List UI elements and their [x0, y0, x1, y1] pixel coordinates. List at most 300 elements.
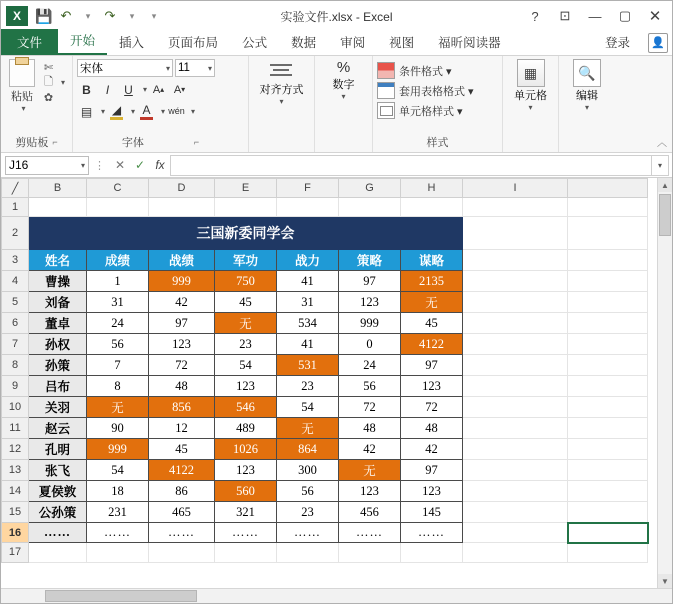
table-col-record[interactable]: 战绩: [149, 250, 215, 271]
col-header-C[interactable]: C: [87, 179, 149, 198]
cell[interactable]: [29, 198, 87, 217]
table-row: [2, 355, 648, 376]
tab-foxit-reader[interactable]: 福昕阅读器: [438, 36, 501, 50]
cell-value[interactable]: 24: [87, 313, 149, 334]
font-caption: 字体: [121, 137, 144, 149]
account-avatar[interactable]: 👤: [648, 33, 668, 53]
paste-icon: [9, 59, 35, 87]
cell[interactable]: [463, 292, 568, 313]
cell-value[interactable]: 42: [401, 439, 463, 460]
cell-name[interactable]: 孙权: [29, 334, 87, 355]
cell-value[interactable]: 无: [401, 292, 463, 313]
cell-name[interactable]: 曹操: [29, 271, 87, 292]
cell-value[interactable]: 97: [149, 313, 215, 334]
tab-home[interactable]: 开始: [58, 28, 107, 55]
redo-dropdown-icon[interactable]: ▾: [129, 10, 135, 21]
format-as-table-label: 套用表格格式 ▾: [399, 85, 474, 98]
styles-caption: 样式: [426, 137, 449, 149]
format-as-table-button[interactable]: [377, 82, 474, 99]
cell[interactable]: [463, 397, 568, 418]
table-row: [2, 376, 648, 397]
number-caret-icon[interactable]: ▾: [341, 92, 346, 101]
conditional-formatting-button[interactable]: [377, 62, 452, 79]
cell-value[interactable]: ……: [215, 523, 277, 543]
cell[interactable]: [568, 481, 648, 502]
font-size-combobox[interactable]: [175, 59, 215, 77]
editing-caret-icon[interactable]: ▾: [584, 103, 589, 112]
cell-value[interactable]: 531: [277, 355, 339, 376]
table-col-name[interactable]: 姓名: [29, 250, 87, 271]
cell-value[interactable]: 97: [339, 271, 401, 292]
cell-value[interactable]: 24: [339, 355, 401, 376]
bold-button[interactable]: B: [82, 82, 91, 97]
cell-value[interactable]: ……: [339, 523, 401, 543]
ribbon: [1, 55, 672, 153]
cell[interactable]: [463, 198, 568, 217]
cell-value[interactable]: 123: [215, 376, 277, 397]
cell-value[interactable]: 54: [215, 355, 277, 376]
table-col-strategy[interactable]: 谋略: [401, 250, 463, 271]
font-size-caret-icon[interactable]: ▾: [207, 63, 212, 73]
table-row: [2, 198, 648, 217]
close-button[interactable]: ✕: [648, 8, 662, 25]
copy-button[interactable]: [41, 75, 65, 89]
cell[interactable]: [568, 355, 648, 376]
table-col-tactics[interactable]: 策略: [339, 250, 401, 271]
cell-name[interactable]: 张飞: [29, 460, 87, 481]
cell-name[interactable]: ……: [29, 523, 87, 543]
cell-value[interactable]: 41: [277, 271, 339, 292]
cell[interactable]: [277, 198, 339, 217]
tab-view[interactable]: 视图: [389, 36, 415, 50]
cell-value[interactable]: 123: [401, 376, 463, 397]
redo-icon[interactable]: ↷: [104, 8, 116, 23]
cell-value[interactable]: 56: [87, 334, 149, 355]
cell[interactable]: [568, 271, 648, 292]
minimize-button[interactable]: —: [588, 8, 602, 24]
copy-dropdown-icon[interactable]: ▾: [61, 77, 66, 87]
table-col-merit[interactable]: 军功: [215, 250, 277, 271]
cell[interactable]: [149, 543, 215, 563]
formula-bar-separator: ⋮: [94, 159, 105, 172]
expand-formula-bar-icon[interactable]: ▾: [651, 155, 669, 176]
cell-name[interactable]: 公孙策: [29, 502, 87, 523]
col-header-E[interactable]: E: [215, 179, 277, 198]
conditional-formatting-label: 条件格式 ▾: [399, 65, 452, 78]
tab-file[interactable]: 文件: [1, 29, 58, 55]
cell[interactable]: [463, 250, 568, 271]
cell[interactable]: [568, 217, 648, 250]
active-cell-J16[interactable]: [568, 523, 648, 543]
font-dialog-launcher-icon[interactable]: ⌐: [193, 137, 200, 147]
horizontal-scrollbar[interactable]: [1, 588, 672, 603]
underline-caret-icon[interactable]: ▾: [143, 85, 148, 94]
cell[interactable]: [568, 439, 648, 460]
cell[interactable]: [215, 543, 277, 563]
cell[interactable]: [463, 355, 568, 376]
group-styles: [373, 56, 503, 152]
cell[interactable]: [463, 418, 568, 439]
table-row: [2, 292, 648, 313]
cell-value[interactable]: 123: [215, 460, 277, 481]
window-title: 实验文件.xlsx - Excel: [280, 9, 393, 24]
alignment-gallery[interactable]: [260, 59, 304, 106]
cell-value[interactable]: ……: [277, 523, 339, 543]
cell-value[interactable]: 90: [87, 418, 149, 439]
cell-value[interactable]: 31: [277, 292, 339, 313]
cell[interactable]: [463, 523, 568, 543]
name-box-caret-icon[interactable]: ▾: [80, 160, 85, 170]
row-header-15[interactable]: 15: [2, 502, 29, 523]
sign-in-link[interactable]: 登录: [604, 36, 630, 50]
cell-name[interactable]: 孙策: [29, 355, 87, 376]
cell[interactable]: [277, 543, 339, 563]
cell-value[interactable]: 72: [401, 397, 463, 418]
conditional-formatting-icon: [377, 62, 395, 79]
table-row: [2, 334, 648, 355]
cell-value[interactable]: 534: [277, 313, 339, 334]
row-header-3[interactable]: 3: [2, 250, 29, 271]
table-row: [2, 418, 648, 439]
select-all-corner[interactable]: ╱: [2, 179, 29, 198]
title-banner[interactable]: 三国新委同学会: [29, 217, 463, 250]
col-header-F[interactable]: F: [277, 179, 339, 198]
cell-value[interactable]: 145: [401, 502, 463, 523]
undo-dropdown-icon[interactable]: ▾: [85, 10, 91, 21]
cell-value[interactable]: 12: [149, 418, 215, 439]
vertical-scrollbar[interactable]: [657, 178, 672, 588]
col-header-H[interactable]: H: [401, 179, 463, 198]
alignment-caret-icon[interactable]: ▾: [279, 97, 284, 106]
cell-value[interactable]: 18: [87, 481, 149, 502]
row-header-8[interactable]: 8: [2, 355, 29, 376]
cell-value[interactable]: 23: [277, 502, 339, 523]
tab-formulas[interactable]: 公式: [242, 36, 268, 50]
cell-value[interactable]: 31: [87, 292, 149, 313]
table-col-power[interactable]: 战力: [277, 250, 339, 271]
tab-insert[interactable]: 插入: [119, 36, 145, 50]
cell-value[interactable]: 864: [277, 439, 339, 460]
cell-value[interactable]: 123: [339, 481, 401, 502]
cell-value[interactable]: 856: [149, 397, 215, 418]
cell-value[interactable]: 45: [401, 313, 463, 334]
cell-value[interactable]: ……: [401, 523, 463, 543]
cell-value[interactable]: 489: [215, 418, 277, 439]
col-header-D[interactable]: D: [149, 179, 215, 198]
format-as-table-icon: [377, 82, 395, 99]
scissors-icon: ✄: [43, 61, 54, 74]
cell[interactable]: [568, 198, 648, 217]
cell-value[interactable]: 999: [149, 271, 215, 292]
cells-label: 单元格: [514, 90, 547, 102]
cell[interactable]: [463, 502, 568, 523]
cell[interactable]: [463, 439, 568, 460]
cell-value[interactable]: 546: [215, 397, 277, 418]
clipboard-dialog-launcher-icon[interactable]: ⌐: [52, 137, 58, 147]
cell[interactable]: [463, 460, 568, 481]
cell-name[interactable]: 关羽: [29, 397, 87, 418]
name-box-value: J16: [9, 158, 29, 172]
worksheet-area[interactable]: [1, 178, 672, 588]
table-row: [2, 502, 648, 523]
col-header-J[interactable]: [568, 179, 648, 198]
cell-value[interactable]: 45: [149, 439, 215, 460]
cell-value[interactable]: 86: [149, 481, 215, 502]
italic-button[interactable]: I: [105, 82, 110, 97]
fill-color-button[interactable]: [107, 102, 126, 121]
cell-styles-button[interactable]: [377, 102, 463, 119]
font-color-caret-icon[interactable]: ▾: [161, 107, 166, 116]
cell-value[interactable]: 4122: [401, 334, 463, 355]
cell[interactable]: [463, 376, 568, 397]
grow-font-label: A: [152, 83, 161, 96]
cell[interactable]: [568, 292, 648, 313]
shrink-font-label: A: [173, 83, 182, 96]
col-header-B[interactable]: B: [29, 179, 87, 198]
tab-review[interactable]: 审阅: [340, 36, 366, 50]
cell-value[interactable]: 42: [149, 292, 215, 313]
collapse-ribbon-button[interactable]: ︿: [657, 138, 667, 149]
cell[interactable]: [463, 271, 568, 292]
cell-value[interactable]: ……: [87, 523, 149, 543]
save-icon[interactable]: 💾: [35, 7, 53, 24]
cell-name[interactable]: 吕布: [29, 376, 87, 397]
table-row: [2, 543, 648, 563]
cell-value[interactable]: 48: [149, 376, 215, 397]
account-area: [593, 30, 672, 55]
editing-gallery[interactable]: [573, 59, 601, 112]
cell-value[interactable]: 300: [277, 460, 339, 481]
group-cells: [503, 56, 559, 152]
phonetic-guide-button[interactable]: [167, 102, 186, 121]
align-lines-icon: [270, 59, 294, 81]
table-row: [2, 439, 648, 460]
number-format-gallery[interactable]: [333, 59, 355, 101]
cell-value[interactable]: 无: [339, 460, 401, 481]
row-header-13[interactable]: 13: [2, 460, 29, 481]
formula-input[interactable]: [170, 155, 651, 176]
cell-name[interactable]: 孔明: [29, 439, 87, 460]
font-color-swatch: [140, 117, 153, 120]
cell-value[interactable]: 321: [215, 502, 277, 523]
cell[interactable]: [463, 481, 568, 502]
cell[interactable]: [463, 313, 568, 334]
cell[interactable]: [29, 543, 87, 563]
binoculars-icon: 🔍: [573, 59, 601, 87]
col-header-I[interactable]: I: [463, 179, 568, 198]
group-font: [73, 56, 249, 152]
enter-formula-icon[interactable]: ✓: [134, 158, 146, 172]
name-box[interactable]: [5, 156, 89, 175]
cell-value[interactable]: 999: [339, 313, 401, 334]
row-header-7[interactable]: 7: [2, 334, 29, 355]
row-header-16[interactable]: 16: [2, 523, 29, 543]
window-controls: [520, 3, 672, 29]
cell-value[interactable]: 42: [339, 439, 401, 460]
cell-value[interactable]: 1026: [215, 439, 277, 460]
cell[interactable]: [568, 313, 648, 334]
paste-button[interactable]: [5, 59, 39, 113]
cell-value[interactable]: 123: [339, 292, 401, 313]
cell[interactable]: [339, 198, 401, 217]
cell-value[interactable]: 72: [149, 355, 215, 376]
cell-name[interactable]: 董卓: [29, 313, 87, 334]
number-label: 数字: [332, 79, 355, 91]
insert-function-icon[interactable]: fx: [155, 158, 165, 172]
cell-value[interactable]: 72: [339, 397, 401, 418]
ribbon-tabs: [1, 31, 672, 55]
cell-value[interactable]: 23: [215, 334, 277, 355]
group-alignment: [249, 56, 315, 152]
maximize-button[interactable]: ▢: [618, 8, 632, 23]
fill-color-caret-icon[interactable]: ▾: [131, 107, 136, 116]
row-header-10[interactable]: 10: [2, 397, 29, 418]
cell-value[interactable]: 7: [87, 355, 149, 376]
row-header-4[interactable]: 4: [2, 271, 29, 292]
paste-dropdown-icon[interactable]: ▾: [21, 104, 26, 113]
cell-value[interactable]: 54: [87, 460, 149, 481]
cell-value[interactable]: 48: [401, 418, 463, 439]
cell-value[interactable]: 97: [401, 355, 463, 376]
cell[interactable]: [568, 418, 648, 439]
row-header-6[interactable]: 6: [2, 313, 29, 334]
font-color-button[interactable]: [137, 102, 156, 121]
borders-caret-icon[interactable]: ▾: [101, 107, 106, 116]
font-name-combobox[interactable]: [77, 59, 173, 77]
cells-caret-icon[interactable]: ▾: [528, 103, 533, 112]
row-header-11[interactable]: 11: [2, 418, 29, 439]
cell-styles-label: 单元格样式 ▾: [399, 105, 463, 118]
fill-color-swatch: [110, 117, 123, 120]
cell-value[interactable]: 560: [215, 481, 277, 502]
horizontal-scroll-thumb[interactable]: [45, 590, 197, 602]
cell-value[interactable]: 45: [215, 292, 277, 313]
cell-value[interactable]: 0: [339, 334, 401, 355]
cell-value[interactable]: 无: [215, 313, 277, 334]
tab-page-layout[interactable]: 页面布局: [168, 36, 219, 50]
cell[interactable]: [568, 250, 648, 271]
phonetic-caret-icon[interactable]: ▾: [191, 107, 196, 116]
scroll-up-icon[interactable]: ▲: [658, 178, 672, 192]
underline-button[interactable]: U: [124, 82, 133, 97]
cell-value[interactable]: 56: [277, 481, 339, 502]
grow-font-button[interactable]: A ▴: [152, 83, 165, 96]
table-row: [2, 313, 648, 334]
cell-name[interactable]: 刘备: [29, 292, 87, 313]
cell[interactable]: [568, 397, 648, 418]
borders-button[interactable]: ▤: [80, 104, 93, 119]
row-header-1[interactable]: 1: [2, 198, 29, 217]
table-row: [2, 460, 648, 481]
cell[interactable]: [568, 543, 648, 563]
undo-icon[interactable]: ↶: [60, 8, 72, 23]
editing-label: 编辑: [576, 90, 598, 102]
cell-value[interactable]: 48: [339, 418, 401, 439]
paste-label: 粘贴: [11, 91, 33, 103]
row-header-17[interactable]: 17: [2, 543, 29, 563]
cell-value[interactable]: 1: [87, 271, 149, 292]
cell-value[interactable]: 无: [87, 397, 149, 418]
cell-value[interactable]: 56: [339, 376, 401, 397]
table-col-score[interactable]: 成绩: [87, 250, 149, 271]
row-header-14[interactable]: 14: [2, 481, 29, 502]
cell[interactable]: [568, 334, 648, 355]
cell-value[interactable]: 2135: [401, 271, 463, 292]
cell-value[interactable]: 750: [215, 271, 277, 292]
cell[interactable]: [401, 543, 463, 563]
formula-bar: [1, 153, 672, 178]
row-header-2[interactable]: 2: [2, 217, 29, 250]
cell[interactable]: [401, 198, 463, 217]
cell-value[interactable]: 999: [87, 439, 149, 460]
group-number: [315, 56, 373, 152]
row-header-5[interactable]: 5: [2, 292, 29, 313]
cell-value[interactable]: 123: [149, 334, 215, 355]
cell[interactable]: [339, 543, 401, 563]
cell[interactable]: [215, 198, 277, 217]
cell[interactable]: [463, 217, 568, 250]
cell[interactable]: [463, 543, 568, 563]
cell[interactable]: [568, 376, 648, 397]
scroll-down-icon[interactable]: ▼: [658, 574, 672, 588]
format-painter-button[interactable]: [41, 90, 65, 104]
cell-value[interactable]: 23: [277, 376, 339, 397]
cell-value[interactable]: 97: [401, 460, 463, 481]
row-header-12[interactable]: 12: [2, 439, 29, 460]
cell-value[interactable]: ……: [149, 523, 215, 543]
row-header-9[interactable]: 9: [2, 376, 29, 397]
cell[interactable]: [149, 198, 215, 217]
cell-value[interactable]: 465: [149, 502, 215, 523]
table-row: [2, 217, 648, 250]
font-name-caret-icon[interactable]: ▾: [165, 63, 170, 73]
col-header-G[interactable]: G: [339, 179, 401, 198]
table-header-row: [2, 250, 648, 271]
cell[interactable]: [87, 543, 149, 563]
cell-value[interactable]: 无: [277, 418, 339, 439]
customize-qat-icon[interactable]: ▾: [151, 10, 157, 21]
clipboard-caption: 剪贴板: [15, 137, 49, 149]
cell[interactable]: [568, 460, 648, 481]
cell-value[interactable]: 123: [401, 481, 463, 502]
worksheet-grid[interactable]: [1, 178, 649, 563]
cell[interactable]: [463, 334, 568, 355]
help-button[interactable]: ?: [531, 8, 539, 24]
percent-style-icon: %: [336, 59, 351, 76]
tab-data[interactable]: 数据: [291, 36, 317, 50]
cell-value[interactable]: 456: [339, 502, 401, 523]
vertical-scroll-thumb[interactable]: [659, 194, 671, 236]
cell-value[interactable]: 54: [277, 397, 339, 418]
cells-gallery[interactable]: [514, 59, 547, 112]
column-header-row: [2, 179, 648, 198]
title-bar: [1, 1, 672, 31]
cancel-formula-icon[interactable]: ✕: [114, 158, 126, 172]
cell-value[interactable]: 41: [277, 334, 339, 355]
cell[interactable]: [87, 198, 149, 217]
cell[interactable]: [568, 502, 648, 523]
shrink-font-button[interactable]: A ▾: [173, 83, 186, 96]
table-row: [2, 523, 648, 543]
cell-value[interactable]: 231: [87, 502, 149, 523]
cell-name[interactable]: 夏侯敦: [29, 481, 87, 502]
ribbon-display-button[interactable]: ⊡: [559, 8, 571, 23]
cell-styles-icon: [377, 102, 395, 119]
cell-value[interactable]: 8: [87, 376, 149, 397]
cell-name[interactable]: 赵云: [29, 418, 87, 439]
table-row: [2, 271, 648, 292]
cell-value[interactable]: 4122: [149, 460, 215, 481]
